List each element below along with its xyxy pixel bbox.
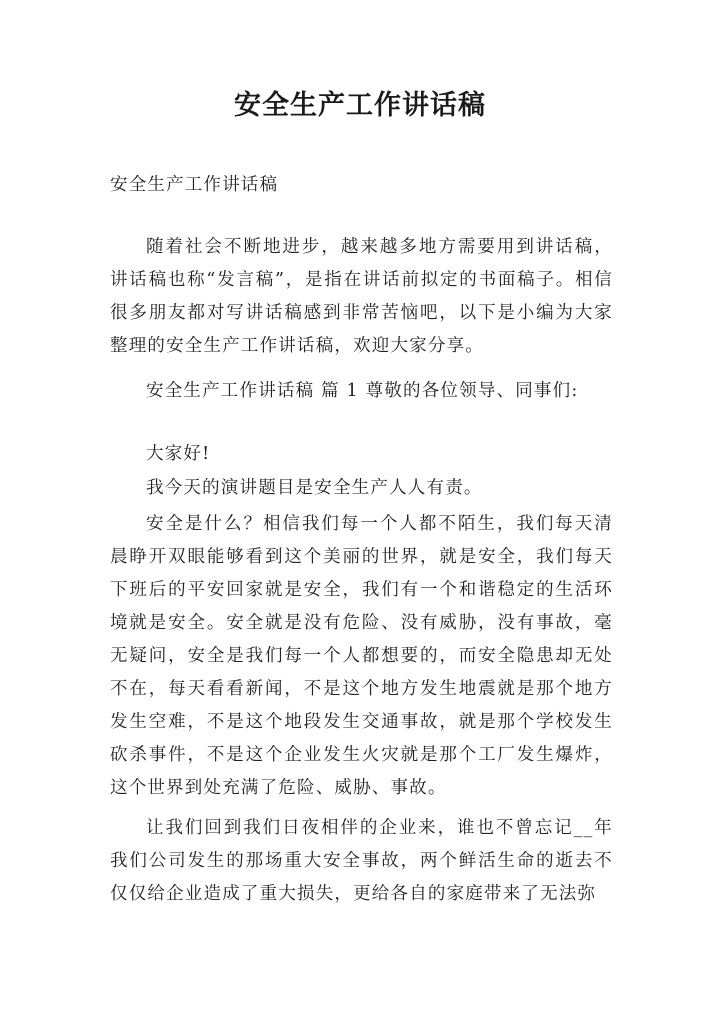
paragraph-safety: 安全是什么？相信我们每一个人都不陌生，我们每天清晨睁开双眼能够看到这个美丽的世界，就是安全，我们每天下班后的平安回家就是安全，我们有一个和谐稳定的生活环境就是安全。安全就是没有危险、没有威胁，没有事故，毫无疑问，安全是我们每一个人都想要的，而安全隐患却无处不在，每天看看新闻，不是这个地方发生地震就是那个地方发生空难，不是这个地段发生交通事故，就是那个学校发生砍杀事件，不是这个企业发生火灾就是那个工厂发生爆炸，这个世界到处充满了危险、威胁、事故。 — [110, 514, 613, 798]
paragraph-greeting: 大家好! — [146, 444, 211, 464]
paragraph-company: 让我们回到我们日夜相伴的企业来，谁也不曾忘记__年我们公司发生的那场重大安全事故，两个鲜活生命的逝去不仅仅给企业造成了重大损失，更给各自的家庭带来了无法弥 — [110, 818, 613, 904]
paragraph-topic: 我今天的演讲题目是安全生产人人有责。 — [146, 478, 483, 498]
document-title: 安全生产工作讲话稿 — [234, 90, 486, 121]
paragraph-intro: 随着社会不断地进步，越来越多地方需要用到讲话稿，讲话稿也称“发言稿”，是指在讲话前拟定的书面稿子。相信很多朋友都对写讲话稿感到非常苦恼吧，以下是小编为大家整理的安全生产工作讲话稿，欢迎大家分享。 — [110, 237, 613, 356]
document-subtitle: 安全生产工作讲话稿 — [110, 175, 279, 195]
paragraph-salutation: 安全生产工作讲话稿 篇 1 尊敬的各位领导、同事们: — [146, 381, 579, 401]
